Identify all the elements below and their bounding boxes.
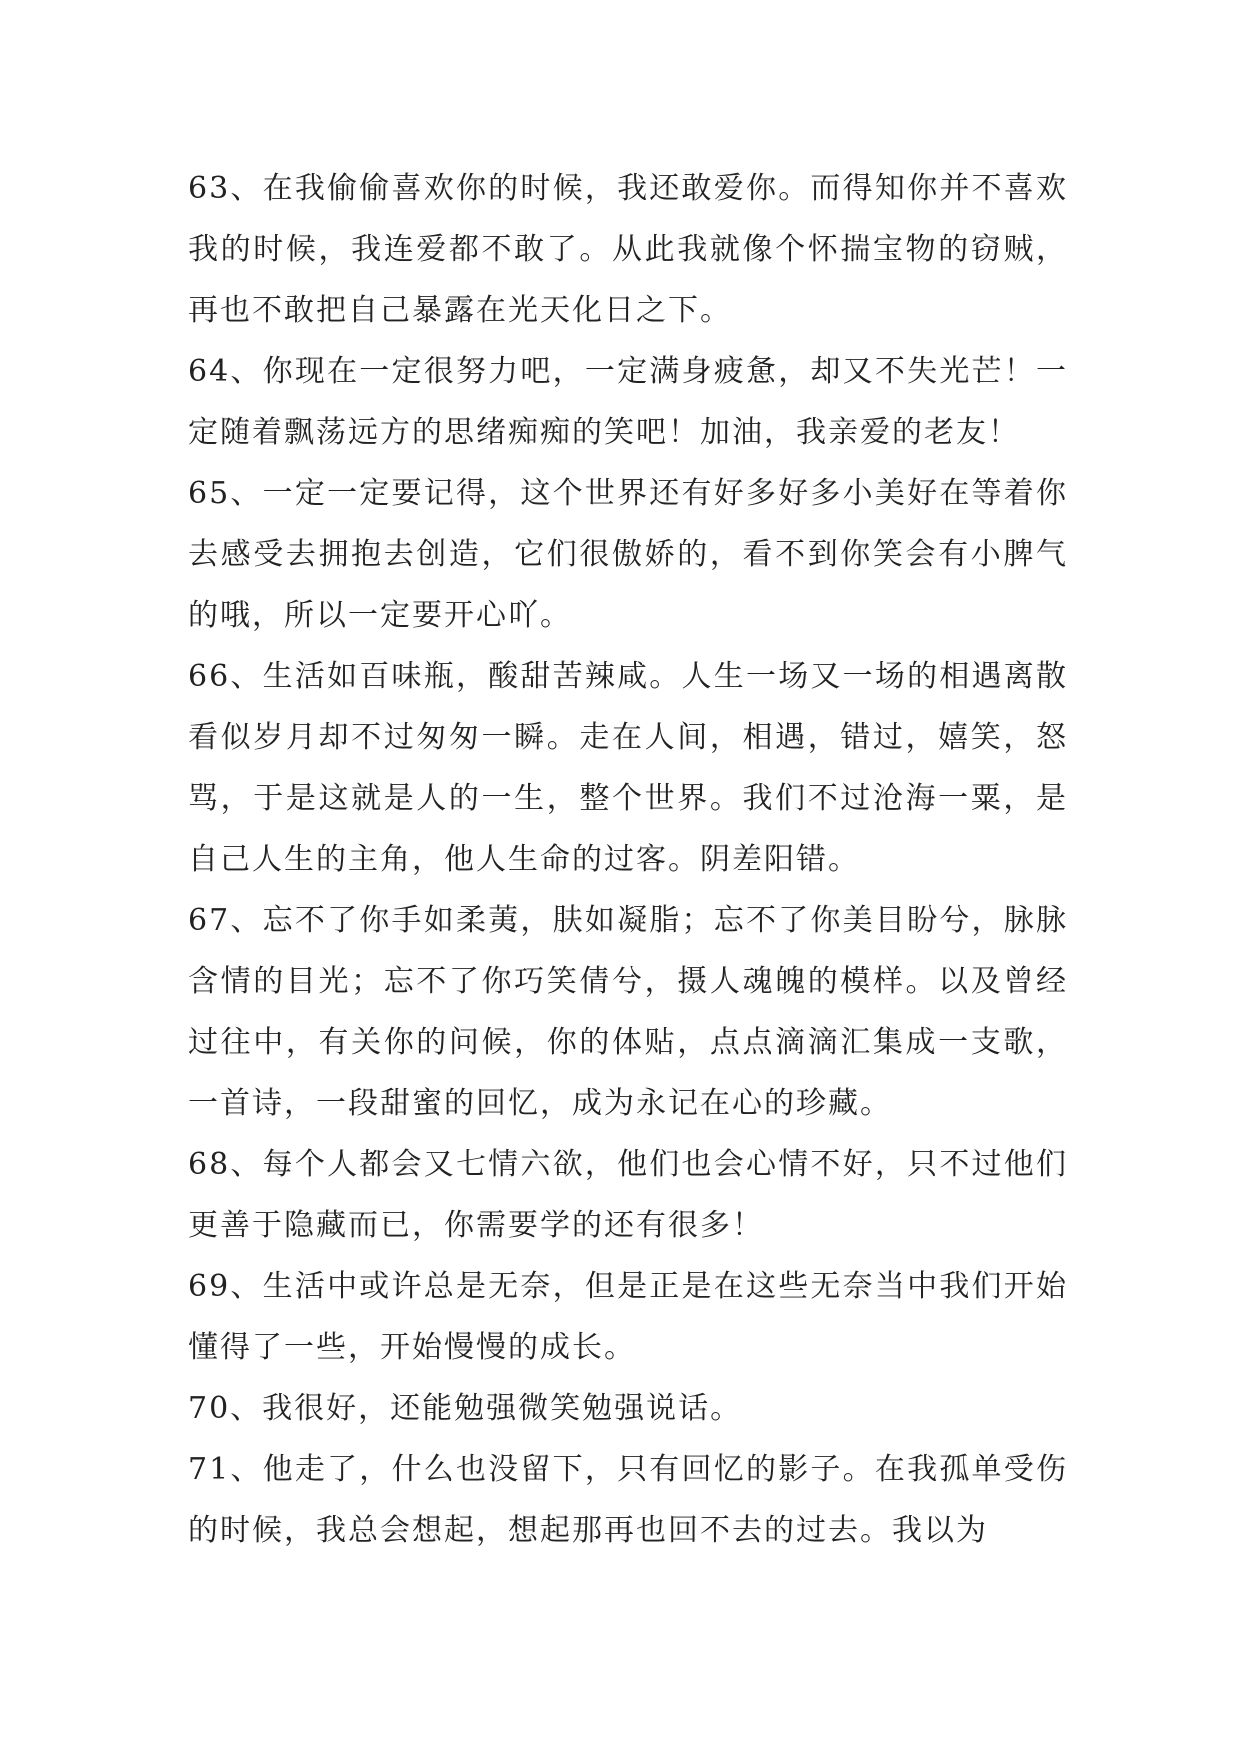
paragraph-66: 66、生活如百味瓶，酸甜苦辣咸。人生一场又一场的相遇离散看似岁月却不过匆匆一瞬。走在人间，相遇，错过，嬉笑，怒骂，于是这就是人的一生，整个世界。我们不过沧海一粟，是自己人生的主角，他人生命的过客。阴差阳错。 [188,659,1068,877]
paragraph-69: 69、生活中或许总是无奈，但是正是在这些无奈当中我们开始懂得了一些，开始慢慢的成长。 [188,1269,1068,1365]
paragraph-70: 70、我很好，还能勉强微笑勉强说话。 [188,1391,743,1426]
paragraph-71: 71、他走了，什么也没留下，只有回忆的影子。在我孤单受伤的时候，我总会想起，想起那再也回不去的过去。我以为 [188,1452,1068,1548]
paragraph-68: 68、每个人都会又七情六欲，他们也会心情不好，只不过他们更善于隐藏而已，你需要学的还有很多！ [188,1147,1068,1243]
document-body [188,158,1068,1561]
paragraph-65: 65、一定一定要记得，这个世界还有好多好多小美好在等着你去感受去拥抱去创造，它们很傲娇的，看不到你笑会有小脾气的哦，所以一定要开心吖。 [188,476,1068,633]
paragraph-63: 63、在我偷偷喜欢你的时候，我还敢爱你。而得知你并不喜欢我的时候，我连爱都不敢了。从此我就像个怀揣宝物的窃贼，再也不敢把自己暴露在光天化日之下。 [188,171,1068,328]
paragraph-64: 64、你现在一定很努力吧，一定满身疲惫，却又不失光芒！一定随着飘荡远方的思绪痴痴的笑吧！加油，我亲爱的老友！ [188,354,1068,450]
paragraph-67: 67、忘不了你手如柔荑，肤如凝脂；忘不了你美目盼兮，脉脉含情的目光；忘不了你巧笑倩兮，摄人魂魄的模样。以及曾经过往中，有关你的问候，你的体贴，点点滴滴汇集成一支歌，一首诗，一段甜蜜的回忆，成为永记在心的珍藏。 [188,903,1068,1121]
